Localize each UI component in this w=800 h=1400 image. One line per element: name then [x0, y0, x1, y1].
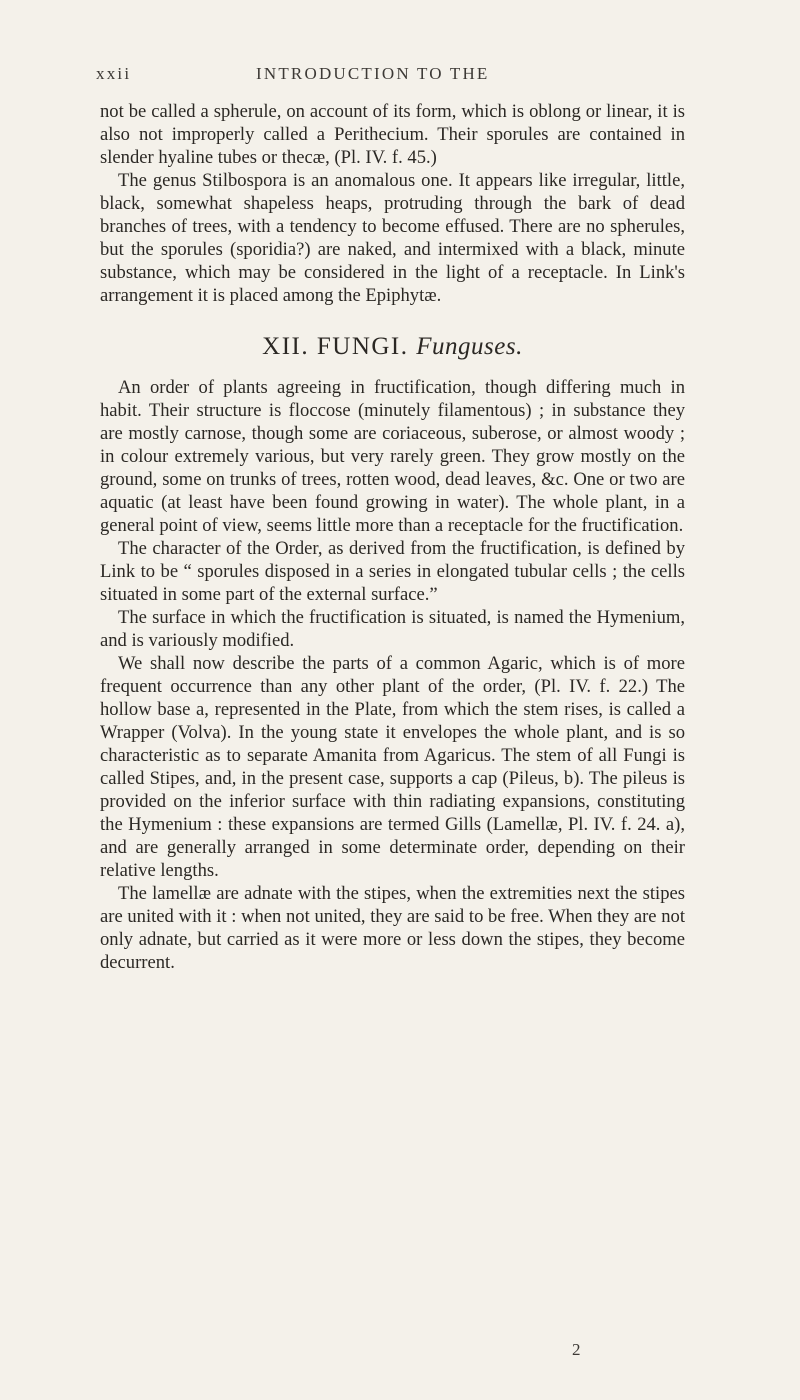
- signature-mark: 2: [572, 1340, 581, 1359]
- body-text: [100, 100, 685, 974]
- section-heading: [100, 335, 685, 358]
- paragraph-lamellae: The lamellæ are adnate with the stipes, when the extremities next the stipes are united with it : when not united, they are said to be free. When they are not only adnate, but carried as it were more or less down the stipes, they become decurrent.: [100, 883, 685, 973]
- paragraph-agaric: We shall now describe the parts of a common Agaric, which is of more frequent occurrence than any other plant of the order, (Pl. IV. f. 22.) The hollow base a, represented in the Plate, from which the stem rises, is called a Wrapper (Volva). In the young state it envelopes the whole plant, and is so characteristic as to separate Amanita from Agaricus. The stem of all Fungi is called Stipes, and, in the present case, supports a cap (Pileus, b). The pileus is provided on the inferior surface with thin radiating expansions, constituting the Hymenium : these expansions are termed Gills (Lamellæ, Pl. IV. f. 24. a), and are generally arranged in some determinate order, depending on their relative lengths.: [100, 653, 685, 881]
- section-title: XII. FUNGI.: [262, 333, 409, 360]
- section-subtitle: Funguses.: [416, 333, 523, 360]
- paragraph-continuation: not be called a spherule, on account of its form, which is oblong or linear, it is also not improperly called a Perithecium. Their sporules are contained in slender hyaline tubes or thecæ, (Pl. IV. f. 45.): [100, 101, 685, 168]
- page-number: xxii: [96, 64, 132, 83]
- paragraph-order: An order of plants agreeing in fructification, though differing much in habit. Their structure is floccose (minutely filamentous) ; in substance they are mostly carnose, though some are coriaceous, suberose, or almost woody ; in colour extremely various, but very rarely green. They grow mostly on the ground, some on trunks of trees, rotten wood, dead leaves, &c. One or two are aquatic (at least have been found growing in water). The whole plant, in a general point of view, seems little more than a receptacle for the fructification.: [100, 377, 685, 536]
- running-head: INTRODUCTION TO THE: [256, 64, 490, 83]
- page-header: [96, 64, 685, 90]
- paragraph-surface: The surface in which the fructification is situated, is named the Hymenium, and is variously modified.: [100, 607, 685, 651]
- paragraph-character: The character of the Order, as derived from the fructification, is defined by Link to be “ sporules disposed in a series in elongated tubular cells ; the cells situated in some part of the external surface.”: [100, 538, 685, 605]
- book-page: [96, 64, 685, 1359]
- paragraph-stilbospora: The genus Stilbospora is an anomalous one. It appears like irregular, little, black, somewhat shapeless heaps, protruding through the bark of dead branches of trees, with a tendency to become effused. There are no spherules, but the sporules (sporidia?) are naked, and intermixed with a black, minute substance, which may be considered in the light of a receptacle. In Link's arrangement it is placed among the Epiphytæ.: [100, 170, 685, 306]
